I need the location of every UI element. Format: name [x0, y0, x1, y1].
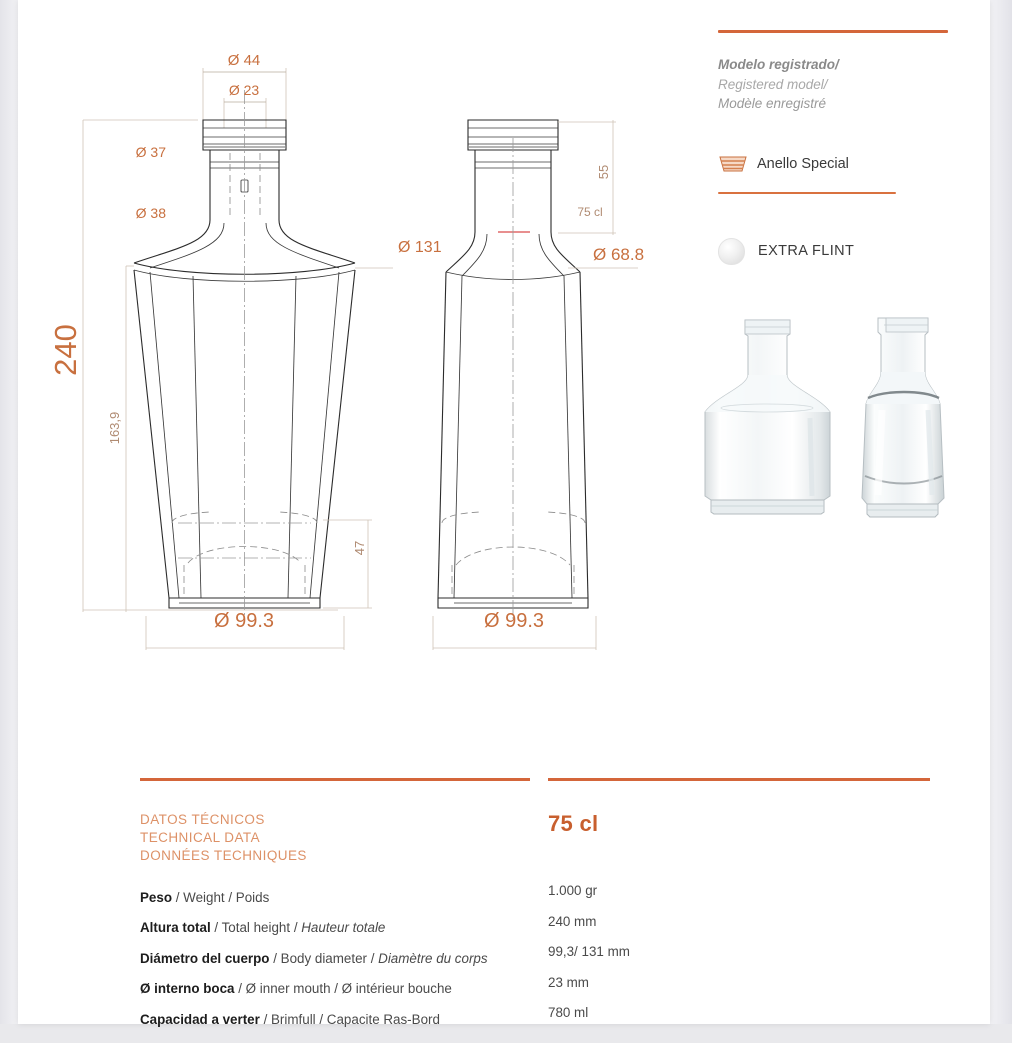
panel-mid-rule-holder: [718, 192, 896, 194]
panel-top-rule: [718, 30, 948, 33]
page-edge-left: [0, 0, 18, 1024]
spec-value: 240 mm: [548, 913, 597, 929]
dim-front-base-diameter: Ø 99.3: [213, 610, 275, 632]
spec-label-rest: / Body diameter /: [269, 950, 379, 966]
registered-model-en: Registered model/: [718, 76, 828, 92]
anello-special-row: [718, 154, 948, 174]
specs-header: [140, 811, 548, 866]
volume-heading: 75 cl: [548, 811, 599, 836]
specs-labels-column: [140, 811, 548, 1043]
technical-data-section: [140, 778, 930, 1043]
spec-label-bold: Peso: [140, 889, 173, 905]
specs-header-fr: DONNÉES TECHNIQUES: [140, 848, 307, 864]
spec-row: [140, 981, 548, 997]
spec-value: 780 ml: [548, 1005, 589, 1021]
spec-label-bold: Ø interno boca: [140, 981, 235, 997]
page-edge-right: [990, 0, 1012, 1024]
spec-label-rest: / Weight / Poids: [172, 889, 270, 905]
dim-top-inner: Ø 23: [228, 82, 260, 98]
dim-total-height: 240: [48, 324, 83, 376]
spec-row: [140, 920, 548, 936]
spec-label-bold: Altura total: [140, 920, 211, 936]
spec-value: 99,3/ 131 mm: [548, 944, 630, 960]
product-photos: [690, 300, 970, 570]
registered-model-es: Modelo registrado/: [718, 57, 839, 72]
neck-ring-icon: [718, 154, 748, 174]
spec-value: 23 mm: [548, 974, 589, 990]
technical-drawings: [38, 20, 698, 660]
spec-row: [140, 1012, 548, 1028]
dim-top-outer: Ø 44: [227, 52, 261, 69]
spec-label-bold: Capacidad a verter: [140, 1011, 260, 1027]
specs-values: [548, 883, 930, 1021]
dim-fill-height: 55: [596, 164, 611, 180]
registered-model-fr: Modèle enregistré: [718, 96, 827, 112]
bottle-photo-side: [862, 318, 944, 517]
spec-label-rest: / Brimfull / Capacite Ras-Bord: [259, 1011, 440, 1027]
spec-label-bold: Diámetro del cuerpo: [140, 950, 270, 966]
glass-color-swatch-icon: [718, 238, 745, 265]
datasheet-page: [18, 0, 990, 1027]
drawing-svg: [38, 20, 698, 660]
spec-row: [140, 890, 548, 906]
spec-label-italic: Diamètre du corps: [378, 950, 488, 966]
info-panel: [718, 30, 948, 265]
specs-rule-left: [140, 778, 530, 781]
specs-values-column: [548, 811, 930, 1043]
dim-body-height: 163,9: [107, 411, 122, 445]
dim-shoulder: Ø 131: [398, 239, 442, 256]
extra-flint-row: [718, 238, 948, 265]
extra-flint-label: EXTRA FLINT: [758, 243, 855, 260]
dim-neck-upper: Ø 37: [135, 144, 166, 160]
spec-label-rest: / Ø inner mouth / Ø intérieur bouche: [234, 981, 452, 997]
dim-fill-label: 75 cl: [577, 205, 603, 219]
dim-base-height: 47: [352, 540, 367, 556]
dim-side-base-diameter: Ø 99.3: [483, 610, 545, 632]
front-view: [83, 68, 393, 650]
spec-label-italic: Hauteur totale: [301, 920, 386, 936]
dim-side-diameter: Ø 68.8: [593, 245, 645, 264]
dim-neck-lower: Ø 38: [135, 205, 166, 221]
registered-model-block: [718, 55, 948, 114]
spec-label-rest: / Total height /: [210, 920, 302, 936]
product-photos-svg: [690, 300, 970, 570]
specs-header-en: TECHNICAL DATA: [140, 830, 261, 846]
specs-rule-right: [548, 778, 930, 781]
specs-rows: [140, 890, 548, 1028]
panel-mid-rule: [718, 192, 896, 194]
spec-value: 1.000 gr: [548, 883, 598, 898]
side-view: [433, 120, 638, 650]
specs-header-es: DATOS TÉCNICOS: [140, 812, 265, 827]
spec-row: [140, 951, 548, 967]
specs-rules: [140, 778, 930, 781]
anello-special-label: Anello Special: [757, 155, 849, 172]
specs-body: [140, 811, 930, 1043]
bottle-photo-front: [705, 320, 830, 514]
